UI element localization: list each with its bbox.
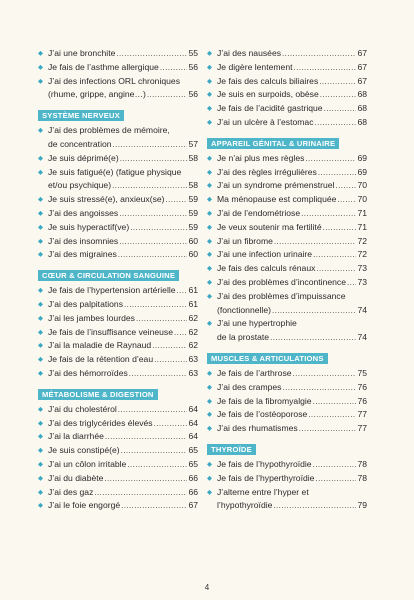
diamond-bullet-icon: ◆ (207, 460, 212, 468)
toc-entry[interactable] (207, 88, 367, 102)
toc-entry[interactable] (207, 472, 367, 486)
diamond-bullet-icon: ◆ (38, 342, 43, 350)
dot-leader (319, 75, 356, 89)
dot-leader (282, 47, 356, 61)
dot-leader (174, 326, 187, 340)
toc-page-ref: 59 (188, 207, 198, 218)
diamond-bullet-icon: ◆ (207, 488, 212, 496)
toc-entry-text: de concentration (48, 138, 112, 149)
toc-entry[interactable] (207, 248, 367, 262)
toc-page-ref: 64 (188, 431, 198, 442)
dot-leader (347, 276, 356, 290)
toc-entry[interactable] (38, 312, 198, 326)
diamond-bullet-icon: ◆ (207, 196, 212, 204)
diamond-bullet-icon: ◆ (207, 278, 212, 286)
toc-entry[interactable] (207, 381, 367, 395)
toc-page-ref: 55 (188, 48, 198, 58)
toc-page-ref: 64 (188, 403, 198, 414)
toc-entry[interactable] (38, 430, 198, 444)
toc-page-ref: 62 (188, 326, 198, 337)
diamond-bullet-icon: ◆ (38, 127, 43, 135)
section-muscles-articulations (207, 345, 367, 436)
diamond-bullet-icon: ◆ (38, 369, 43, 377)
toc-entry-text: J’ai des angoisses (48, 207, 119, 218)
toc-entry[interactable] (207, 422, 367, 436)
dot-leader (318, 166, 357, 180)
toc-entry[interactable] (38, 193, 198, 207)
diamond-bullet-icon: ◆ (38, 419, 43, 427)
dot-leader (94, 486, 187, 500)
diamond-bullet-icon: ◆ (38, 209, 43, 217)
toc-entry[interactable] (207, 458, 367, 472)
toc-page-ref: 67 (357, 61, 367, 72)
toc-entry[interactable] (38, 221, 198, 235)
toc-entry[interactable] (38, 458, 198, 472)
toc-entry[interactable] (207, 75, 367, 89)
toc-entry[interactable] (207, 486, 367, 514)
toc-entry-text: Je fais de la rétention d’eau (48, 354, 154, 365)
toc-page-ref: 75 (357, 367, 367, 378)
toc-entry-text: J’ai un syndrome prémenstruel (217, 180, 335, 191)
diamond-bullet-icon: ◆ (207, 63, 212, 71)
toc-entry-text: Je fais de l’hypertension artérielle (48, 285, 176, 296)
dot-leader (166, 193, 188, 207)
toc-entry-text: J’ai des rhumatismes (217, 423, 298, 434)
toc-entry[interactable] (207, 221, 367, 235)
toc-entry-text: Je fais de l’hyperthyroïdie (217, 472, 315, 483)
toc-entry-text: J’ai des règles irrégulières (217, 166, 317, 177)
toc-page-ref: 62 (188, 340, 198, 351)
toc-entry-text: Je fais de l’hypothyroïdie (217, 458, 312, 469)
diamond-bullet-icon: ◆ (207, 474, 212, 482)
toc-entry-text: J’ai des triglycérides élevés (48, 417, 153, 428)
toc-page-ref: 72 (357, 235, 367, 246)
toc-entry-text: J’ai des nausées (217, 48, 282, 58)
toc-entry[interactable] (207, 166, 367, 180)
diamond-bullet-icon: ◆ (207, 91, 212, 99)
toc-page-ref: 63 (188, 367, 198, 378)
toc-entry-text: J’ai des problèmes d’incontinence (217, 276, 346, 287)
toc-entry-text: Je digère lentement (217, 61, 293, 72)
toc-entry[interactable] (207, 276, 367, 290)
dot-leader (154, 353, 187, 367)
dot-leader (119, 235, 187, 249)
section-heading: CŒUR & CIRCULATION SANGUINE (38, 270, 179, 281)
toc-entry[interactable] (38, 75, 198, 103)
dot-leader (147, 88, 188, 102)
dot-leader (130, 221, 187, 235)
toc-page-ref: 61 (188, 298, 198, 309)
toc-page-ref: 61 (188, 285, 198, 296)
toc-page-ref: 74 (357, 304, 367, 315)
diamond-bullet-icon: ◆ (38, 50, 43, 57)
diamond-bullet-icon: ◆ (38, 328, 43, 336)
dot-leader (105, 430, 188, 444)
dot-leader (315, 472, 356, 486)
toc-page-ref: 71 (357, 221, 367, 232)
toc-entry[interactable] (38, 298, 198, 312)
dot-leader (116, 47, 187, 61)
diamond-bullet-icon: ◆ (38, 77, 43, 85)
toc-entry-text: de la prostate (217, 332, 270, 343)
section-heading: THYROÏDE (207, 444, 256, 455)
section-heading: MÉTABOLISME & DIGESTION (38, 389, 158, 400)
diamond-bullet-icon: ◆ (207, 265, 212, 273)
toc-entry[interactable] (38, 326, 198, 340)
toc-entry[interactable] (38, 61, 198, 75)
dot-leader (152, 339, 187, 353)
toc-page-ref: 68 (357, 89, 367, 100)
diamond-bullet-icon: ◆ (207, 397, 212, 405)
toc-entry[interactable] (207, 290, 367, 318)
dot-leader (293, 61, 356, 75)
diamond-bullet-icon: ◆ (207, 251, 212, 259)
dot-leader (313, 458, 357, 472)
diamond-bullet-icon: ◆ (207, 411, 212, 419)
toc-entry-text: Je suis constipé(e) (48, 445, 120, 456)
toc-entry-text: J’ai un fibrome (217, 235, 273, 246)
toc-page-ref: 59 (188, 194, 198, 205)
dot-leader (118, 403, 188, 417)
diamond-bullet-icon: ◆ (38, 168, 43, 176)
dot-leader (124, 298, 187, 312)
toc-page-ref: 70 (357, 180, 367, 191)
diamond-bullet-icon: ◆ (38, 63, 43, 71)
diamond-bullet-icon: ◆ (38, 447, 43, 455)
toc-entry[interactable] (38, 367, 198, 381)
dot-leader (273, 499, 356, 513)
diamond-bullet-icon: ◆ (207, 77, 212, 85)
toc-entry-text: J’ai de l’endométriose (217, 207, 301, 218)
dot-leader (121, 444, 188, 458)
toc-entry-text: Je suis hyperactif(ve) (48, 221, 130, 232)
toc-page-ref: 78 (357, 458, 367, 469)
diamond-bullet-icon: ◆ (38, 502, 43, 510)
diamond-bullet-icon: ◆ (207, 50, 212, 57)
diamond-bullet-icon: ◆ (38, 196, 43, 204)
dot-leader (272, 304, 356, 318)
diamond-bullet-icon: ◆ (38, 300, 43, 308)
toc-entry[interactable] (38, 47, 198, 61)
diamond-bullet-icon: ◆ (207, 223, 212, 231)
toc-entry[interactable] (207, 367, 367, 381)
diamond-bullet-icon: ◆ (38, 405, 43, 413)
toc-page-ref: 78 (357, 472, 367, 483)
toc-entry-text: J’ai une bronchite (48, 48, 116, 58)
toc-entry-text: J’ai des migraines (48, 249, 117, 260)
section-heading: APPAREIL GÉNITAL & URINAIRE (207, 138, 339, 149)
dot-leader (337, 193, 356, 207)
diamond-bullet-icon: ◆ (207, 168, 212, 176)
dot-leader (313, 395, 357, 409)
toc-page-ref: 72 (357, 249, 367, 260)
toc-page-ref: 74 (357, 332, 367, 343)
diamond-bullet-icon: ◆ (207, 154, 212, 162)
section-coeur-circulation (38, 262, 198, 381)
toc-entry[interactable] (38, 235, 198, 249)
toc-entry[interactable] (207, 395, 367, 409)
toc-entry[interactable] (38, 284, 198, 298)
toc-entry-text: J’ai la diarrhée (48, 431, 104, 442)
toc-page-ref: 60 (188, 249, 198, 260)
section-appareil-genital-urinaire (207, 130, 367, 345)
toc-entry[interactable] (38, 499, 198, 513)
toc-entry[interactable] (207, 317, 367, 345)
dot-leader (119, 207, 187, 221)
toc-entry[interactable] (38, 166, 198, 194)
toc-entry-text: Je suis déprimé(e) (48, 152, 119, 163)
toc-entry-text: J’ai la maladie de Raynaud (48, 340, 152, 351)
dot-leader (274, 235, 357, 249)
toc-entry[interactable] (207, 152, 367, 166)
toc-page-ref: 66 (188, 472, 198, 483)
dot-leader (299, 422, 357, 436)
toc-entry-text: Je fais de l’acidité gastrique (217, 103, 323, 114)
dot-leader (316, 262, 356, 276)
toc-entry[interactable] (207, 179, 367, 193)
diamond-bullet-icon: ◆ (38, 433, 43, 441)
toc-entry-text: J’ai des gaz (48, 486, 94, 497)
toc-page-ref: 59 (188, 221, 198, 232)
toc-page-ref: 66 (188, 486, 198, 497)
toc-left-column (38, 47, 198, 513)
dot-leader (113, 138, 188, 152)
toc-entry-text: J’ai des palpitations (48, 298, 124, 309)
toc-entry-text: J’alterne entre l’hyper et (217, 486, 309, 497)
toc-entry-text: J’ai du cholestérol (48, 403, 117, 414)
diamond-bullet-icon: ◆ (207, 237, 212, 245)
toc-entry-text: Je fais des calculs biliaires (217, 75, 319, 86)
section-heading: MUSCLES & ARTICULATIONS (207, 353, 328, 364)
toc-entry[interactable] (38, 444, 198, 458)
section-systeme-nerveux (38, 102, 198, 262)
diamond-bullet-icon: ◆ (38, 154, 43, 162)
dot-leader (104, 472, 187, 486)
toc-entry[interactable] (207, 193, 367, 207)
toc-entry-text: et/ou psychique) (48, 180, 112, 191)
toc-page-ref: 77 (357, 423, 367, 434)
toc-page-ref: 68 (357, 116, 367, 127)
toc-entry[interactable] (38, 486, 198, 500)
toc-entry-text: Je fais de l’insuffisance veineuse (48, 326, 174, 337)
toc-entry-text: Je fais de la fibromyalgie (217, 395, 312, 406)
diamond-bullet-icon: ◆ (207, 209, 212, 217)
toc-entry-text: J’ai des crampes (217, 381, 282, 392)
toc-entry-text: Je n’ai plus mes règles (217, 152, 305, 163)
dot-leader (270, 331, 356, 345)
toc-page-ref: 69 (357, 152, 367, 163)
toc-page-ref: 73 (357, 276, 367, 287)
toc-page-ref: 63 (188, 354, 198, 365)
dot-leader (293, 367, 357, 381)
toc-entry-text: J’ai des problèmes d’impuissance (217, 290, 346, 301)
dot-leader (127, 458, 187, 472)
toc-page-ref: 79 (357, 500, 367, 511)
toc-entry[interactable] (38, 472, 198, 486)
toc-page-ref: 67 (357, 75, 367, 86)
toc-entry[interactable] (207, 61, 367, 75)
diamond-bullet-icon: ◆ (38, 287, 43, 295)
dot-leader (120, 152, 188, 166)
toc-entry-text: J’ai des infections ORL chroniques (48, 75, 180, 86)
dot-leader (305, 152, 356, 166)
dot-leader (121, 499, 187, 513)
diamond-bullet-icon: ◆ (207, 105, 212, 113)
toc-page-ref: 69 (357, 166, 367, 177)
toc-page-ref: 62 (188, 312, 198, 323)
toc-entry[interactable] (38, 124, 198, 152)
dot-leader (160, 61, 188, 75)
toc-page-ref: 58 (188, 152, 198, 163)
toc-page-ref: 56 (188, 61, 198, 72)
toc-entry-text: J’ai un ulcère à l’estomac (217, 116, 314, 127)
toc-entry-text: J’ai une infection urinaire (217, 249, 313, 260)
dot-leader (324, 102, 357, 116)
toc-entry-text: J’ai une hypertrophie (217, 318, 297, 329)
diamond-bullet-icon: ◆ (38, 488, 43, 496)
toc-page-ref: 60 (188, 235, 198, 246)
toc-entry[interactable] (38, 339, 198, 353)
dot-leader (313, 248, 356, 262)
toc-entry[interactable] (207, 116, 367, 130)
toc-entry[interactable] (38, 417, 198, 431)
toc-page-ref: 76 (357, 381, 367, 392)
diamond-bullet-icon: ◆ (38, 356, 43, 364)
toc-entry[interactable] (38, 152, 198, 166)
diamond-bullet-icon: ◆ (207, 320, 212, 328)
dot-leader (136, 312, 188, 326)
toc-entry-text: J’ai des insomnies (48, 235, 119, 246)
page-number: 4 (204, 583, 210, 592)
toc-entry[interactable] (207, 207, 367, 221)
toc-page-ref: 67 (188, 500, 198, 511)
diamond-bullet-icon: ◆ (207, 118, 212, 126)
diamond-bullet-icon: ◆ (207, 425, 212, 433)
toc-entry-text: Je suis en surpoids, obèse (217, 89, 319, 100)
diamond-bullet-icon: ◆ (38, 251, 43, 259)
toc-entry[interactable] (38, 353, 198, 367)
toc-entry-text: J’ai le foie engorgé (48, 500, 121, 511)
toc-right-column (207, 47, 367, 513)
dot-leader (301, 207, 356, 221)
toc-entry-text: Je suis stressé(e), anxieux(se) (48, 194, 165, 205)
toc-entry-text: Je suis fatigué(e) (fatigue physique (48, 166, 182, 177)
toc-entry-text: J’ai des problèmes de mémoire, (48, 125, 170, 136)
toc-entry-text: J’ai les jambes lourdes (48, 312, 135, 323)
dot-leader (112, 179, 187, 193)
diamond-bullet-icon: ◆ (207, 369, 212, 377)
dot-leader (315, 116, 357, 130)
diamond-bullet-icon: ◆ (38, 237, 43, 245)
section-thyroide (207, 436, 367, 513)
section-heading: SYSTÈME NERVEUX (38, 110, 124, 121)
toc-entry[interactable] (207, 408, 367, 422)
toc-page-ref: 70 (357, 194, 367, 205)
toc-page-ref: 76 (357, 395, 367, 406)
section-metabolisme-digestion (38, 381, 198, 513)
diamond-bullet-icon: ◆ (207, 182, 212, 190)
toc-entry[interactable] (207, 262, 367, 276)
toc-entry-text: J’ai du diabète (48, 472, 104, 483)
toc-entry-text: Je veux soutenir ma fertilité (217, 221, 322, 232)
toc-page-ref: 65 (188, 445, 198, 456)
toc-page-ref: 73 (357, 263, 367, 274)
toc-entry-text: l’hypothyroïdie (217, 500, 273, 511)
dot-leader (320, 88, 357, 102)
dot-leader (323, 221, 357, 235)
toc-page-ref: 56 (188, 89, 198, 100)
toc-entry-text: Je fais des calculs rénaux (217, 263, 316, 274)
toc-entry-text: Je fais de l’asthme allergique (48, 61, 159, 72)
toc-page-ref: 57 (188, 138, 198, 149)
dot-leader (177, 284, 188, 298)
diamond-bullet-icon: ◆ (38, 223, 43, 231)
toc-page-ref: 77 (357, 409, 367, 420)
toc-page-ref: 65 (188, 458, 198, 469)
dot-leader (282, 381, 356, 395)
toc-page-ref: 67 (357, 48, 367, 58)
toc-page-ref: 68 (357, 103, 367, 114)
toc-page-ref: 58 (188, 180, 198, 191)
toc-entry-text: J’ai des hémorroïdes (48, 367, 128, 378)
toc-entry-text: (rhume, grippe, angine…) (48, 89, 146, 100)
diamond-bullet-icon: ◆ (38, 460, 43, 468)
toc-entry[interactable] (207, 102, 367, 116)
toc-entry-text: (fonctionnelle) (217, 304, 271, 315)
toc-entry[interactable] (38, 248, 198, 262)
diamond-bullet-icon: ◆ (207, 383, 212, 391)
toc-entry[interactable] (207, 47, 367, 61)
dot-leader (154, 417, 188, 431)
toc-entry[interactable] (207, 235, 367, 249)
toc-page-ref: 71 (357, 207, 367, 218)
toc-entry[interactable] (38, 403, 198, 417)
toc-page-ref: 64 (188, 417, 198, 428)
diamond-bullet-icon: ◆ (38, 314, 43, 322)
dot-leader (336, 179, 357, 193)
toc-entry-text: Ma ménopause est compliquée (217, 194, 337, 205)
dot-leader (308, 408, 356, 422)
dot-leader (129, 367, 188, 381)
toc-entry-text: Je fais de l’ostéoporose (217, 409, 308, 420)
diamond-bullet-icon: ◆ (207, 292, 212, 300)
diamond-bullet-icon: ◆ (38, 474, 43, 482)
toc-entry-text: J’ai un côlon irritable (48, 458, 127, 469)
dot-leader (118, 248, 188, 262)
toc-entry[interactable] (38, 207, 198, 221)
toc-entry-text: Je fais de l’arthrose (217, 367, 292, 378)
